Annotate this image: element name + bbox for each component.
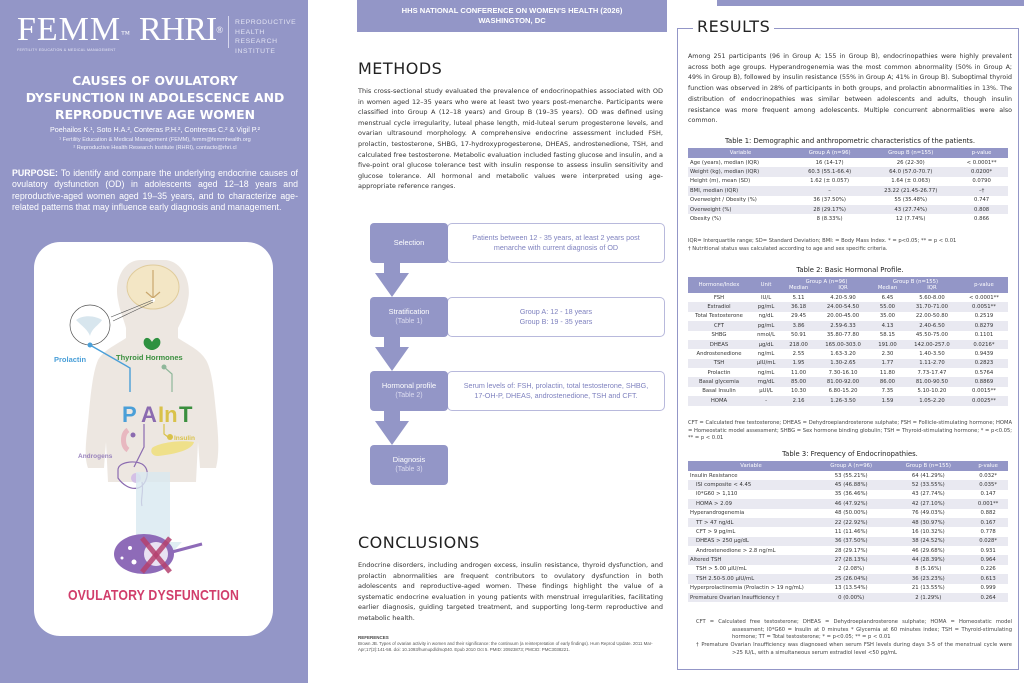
table-cell: 45 (46.88%) xyxy=(814,480,888,489)
table-cell: Hyperprolactinemia (Prolactin > 19 ng/mL) xyxy=(690,585,804,592)
table-row xyxy=(688,396,1008,405)
flow-step-ref: (Table 2) xyxy=(395,392,423,399)
table-row xyxy=(688,546,1008,555)
results-text: Among 251 participants (96 in Group A; 155 in Group B), endocrinopathies were highly prevalent across both age groups. Hyperandrogenemia was the most common abnormality (50% in Group A; 49% in Group B), followed by insulin resistance (55% in Group A; 41% in Group B). Suboptimal thyroid function was observed in 28% of participants in both groups, and prolactin abnormalities in 13%. The distribution of endocrinopathies was similar between adolescents and adults, though insulin resistance was more frequent among adolescents. Multiple concurrent abnormalities were also common. xyxy=(688,53,1012,125)
table-cell: 36 (37.50%) xyxy=(814,537,888,546)
purpose-statement xyxy=(12,168,298,213)
table-cell: 1.11-2.70 xyxy=(904,359,960,368)
table-row xyxy=(688,527,1008,536)
table1-caption: Table 1: Demographic and anthropometric characteristics of the patients. xyxy=(725,137,975,145)
table-cell: 2.16 xyxy=(782,396,815,405)
table-row xyxy=(688,537,1008,546)
table-cell: 36.18 xyxy=(782,302,815,311)
table-cell: 16 (10.32%) xyxy=(911,528,945,535)
table-row xyxy=(688,321,1008,330)
paint-letter-a: A xyxy=(141,402,157,427)
table-row xyxy=(688,312,1008,321)
table-cell: 0.964 xyxy=(968,555,1008,564)
table-cell: DHEAS > 250 µg/dL xyxy=(688,537,814,546)
conference-name: HHS NATIONAL CONFERENCE ON WOMEN'S HEALTH (2026) xyxy=(401,6,623,15)
references-text: Brown JB. Types of ovarian activity in women and their significance: the continuum (a reinterpretation of early findings). Hum Reprod Update. 2011 Mar-Apr;17(2):141-58. doi: 10.1093/humupd/dmq040. Epub 2010 Oct 5. PMID: 20923873; PMCID: PMC3038221. xyxy=(358,641,653,652)
table-cell: 1.64 (± 0.063) xyxy=(891,178,931,185)
table-note: † Nutritional status was calculated according to age and sex specific criteria. xyxy=(688,245,888,252)
table-cell: 2 (1.29%) xyxy=(888,593,968,602)
table-cell: 35.00 xyxy=(879,313,896,320)
table-cell: 2 (2.08%) xyxy=(838,566,865,573)
conclusions-heading: CONCLUSIONS xyxy=(358,533,480,552)
table3-note: CFT = Calculated free testosterone; DHEAS = Dehydroepiandrosterone sulphate; HOMA = Homeostatic model assessment; I0*G60 = Insulin at 0 minutes * Glycemia at 60 minutes index; TSH = Thyroid-stimulating hormone; TT = Total testosterone; * = p<0.05; ** = p < 0.01 xyxy=(696,619,1012,641)
column-header: Variable xyxy=(688,461,814,471)
table-cell: 0.931 xyxy=(980,547,996,554)
table-cell: 0.226 xyxy=(980,566,996,573)
institute-line: INSTITUTE xyxy=(235,47,276,55)
table-cell: 191.00 xyxy=(871,340,904,349)
femm-tagline: FERTILITY EDUCATION & MEDICAL MANAGEMENT xyxy=(17,48,116,52)
trademark-mark: ™ xyxy=(121,29,131,39)
table-cell: 52 (33.55%) xyxy=(888,480,968,489)
institute-name xyxy=(235,18,308,56)
table-cell: 7.35 xyxy=(881,388,894,395)
table-cell: 1.63-3.20 xyxy=(830,350,856,357)
table-row xyxy=(688,490,1008,499)
table-cell: 81.00-90.50 xyxy=(904,377,960,386)
title-line: DYSFUNCTION IN ADOLESCENCE AND xyxy=(25,90,285,105)
column-header: Group A (n=96) xyxy=(814,461,888,471)
table-cell: 55.00 xyxy=(871,302,904,311)
table-cell: CFT xyxy=(688,321,750,330)
table-cell: 25 (26.04%) xyxy=(814,574,888,583)
table-cell: 21 (13.55%) xyxy=(911,585,945,592)
table-cell: TSH xyxy=(688,359,750,368)
table-cell: 11.00 xyxy=(790,369,807,376)
table-row xyxy=(688,293,1008,302)
table-cell: 0.0051** xyxy=(960,302,1008,311)
table2-note: CFT = Calculated free testosterone; DHEAS = Dehydroepiandrosterone sulphate; FSH = Follicle-stimulating hormone; HOMA = Homeostatic model assessment; SHBG = Sex hormone binding globulin; TSH = Thyroid-stimulating hormone; * = p<0.05; ** = p < 0.01 xyxy=(688,420,1012,442)
table-cell: 0.778 xyxy=(980,528,996,535)
table-cell: Insulin Resistance xyxy=(690,472,738,479)
table-row xyxy=(688,186,1008,195)
table-cell: 5.11 xyxy=(792,294,805,301)
table-cell: 1.26-3.50 xyxy=(815,396,871,405)
table-cell: 0.613 xyxy=(968,574,1008,583)
table-cell: HOMA > 2.09 xyxy=(688,499,814,508)
column-header: p-value xyxy=(968,461,1008,471)
table-cell: 165.00-303.0 xyxy=(815,340,871,349)
table-row xyxy=(688,565,1008,574)
left-panel xyxy=(0,0,308,683)
table-cell: pg/mL xyxy=(750,302,782,311)
table-cell: 0.747 xyxy=(974,197,990,204)
table-cell: 27 (28.13%) xyxy=(814,555,888,564)
table-row xyxy=(688,368,1008,377)
table-row xyxy=(688,205,1008,214)
table-cell: 0.999 xyxy=(980,585,996,592)
paint-illustration xyxy=(34,242,273,636)
table-cell: 35.80-77.80 xyxy=(826,332,860,339)
table-cell: 55 (35.48%) xyxy=(894,197,928,204)
femm-logo xyxy=(17,12,131,48)
table2-caption: Table 2: Basic Hormonal Profile. xyxy=(796,266,904,274)
table-cell: 4.13 xyxy=(871,321,904,330)
table-cell: 4.20-5.90 xyxy=(830,294,856,301)
table-row xyxy=(688,359,1008,368)
flow-step-ref: (Table 3) xyxy=(395,466,423,473)
table-cell: SHBG xyxy=(711,332,727,339)
table-cell: 86.00 xyxy=(871,377,904,386)
table-cell: Androstenedione > 2.8 ng/mL xyxy=(696,547,776,554)
table-cell: 0.808 xyxy=(955,205,1008,214)
table-cell: 22.00-50.80 xyxy=(915,313,949,320)
table-cell: µg/dL xyxy=(750,340,782,349)
table-cell: 81.00-92.00 xyxy=(815,377,871,386)
table-cell: pg/mL xyxy=(750,321,782,330)
table-cell: 46 (29.68%) xyxy=(911,547,945,554)
table-cell: 0.8279 xyxy=(960,321,1008,330)
table-cell: 218.00 xyxy=(782,340,815,349)
registered-mark: ® xyxy=(216,25,223,35)
table-cell: 48 (50.00%) xyxy=(834,510,868,517)
column-header: Hormone/Index xyxy=(688,277,750,293)
affiliation: ² Reproductive Health Research Institute (RHRI), contacto@rhri.cl xyxy=(73,145,237,151)
column-subheader: IQR xyxy=(815,285,871,293)
flow-step-label: Diagnosis xyxy=(392,455,426,464)
table-cell: – xyxy=(793,186,866,195)
table-cell: 0.0015** xyxy=(972,388,996,395)
table-cell: 0 (0.00%) xyxy=(814,593,888,602)
table1-notes xyxy=(688,238,1012,253)
table-cell: 0.9439 xyxy=(974,350,994,357)
table-cell: I0*G60 > 1,110 xyxy=(696,491,738,498)
table-row xyxy=(688,331,1008,340)
rhri-logo xyxy=(139,12,222,48)
flow-step-selection xyxy=(370,223,448,263)
table-cell: 28 (29.17%) xyxy=(834,547,868,554)
table3-caption: Table 3: Frequency of Endocrinopathies. xyxy=(782,450,918,458)
table-cell: 0.167 xyxy=(968,518,1008,527)
table-cell: 38 (24.52%) xyxy=(888,537,968,546)
table-cell: 43 (27.74%) xyxy=(911,491,945,498)
table-cell: ISI composite < 4.45 xyxy=(688,480,814,489)
table-cell: 0.5764 xyxy=(974,369,994,376)
table-cell: 2.59-6.33 xyxy=(815,321,871,330)
table-cell: nmol/L xyxy=(757,332,776,339)
table-cell: Androstenedione xyxy=(696,350,742,357)
flow-step-label: Hormonal profile xyxy=(381,381,437,390)
table-cell: 0.028* xyxy=(968,537,1008,546)
conference-location: WASHINGTON, DC xyxy=(478,15,546,25)
table-cell: 6.80-15.20 xyxy=(828,388,858,395)
column-header: Group A (n=96) xyxy=(793,148,866,158)
table-cell: 36 (23.23%) xyxy=(888,574,968,583)
table-cell: 0.1101 xyxy=(974,332,994,339)
table-cell: 48 (30.97%) xyxy=(888,518,968,527)
table-cell: Basal Insulin xyxy=(702,388,736,395)
table-cell: Prolactin xyxy=(707,369,731,376)
table-cell: - xyxy=(750,396,782,405)
table-cell: 0.8869 xyxy=(960,377,1008,386)
ovulatory-dysfunction-label: OVULATORY DYSFUNCTION xyxy=(67,587,240,604)
flow-step-diagnosis xyxy=(370,445,448,485)
table-cell: 24.00-54.50 xyxy=(815,302,871,311)
column-subheader: IQR xyxy=(904,285,960,293)
flow-step-label: Stratification xyxy=(388,307,430,316)
table-cell: Estradiol xyxy=(688,302,750,311)
table-cell: 43 (27.74%) xyxy=(866,205,955,214)
table-row xyxy=(688,340,1008,349)
table-cell: 0.0025** xyxy=(960,396,1008,405)
table-cell: Obesity (%) xyxy=(690,215,722,222)
table-cell: 1.95 xyxy=(782,359,815,368)
table-cell: Premature Ovarian Insufficiency † xyxy=(688,593,814,602)
table-cell: ng/dL xyxy=(758,313,774,320)
table-cell: 28 (29.17%) xyxy=(793,205,866,214)
purpose-text: To identify and compare the underlying endocrine causes of ovulatory dysfunction (OD) in adolescents aged 12–18 years and reproductive-aged women aged 19–35 years, and to characterize age-related patterns that may influence early diagnosis and management. xyxy=(12,168,298,212)
femm-logo-text: FEMM xyxy=(17,11,122,48)
table-row xyxy=(688,480,1008,489)
label-insulin: Insulin xyxy=(174,435,195,442)
table-cell: µIU/mL xyxy=(750,359,782,368)
results-heading: RESULTS xyxy=(693,17,774,36)
banner-strip xyxy=(717,0,1024,6)
flow-step-label: Selection xyxy=(393,238,425,247)
paint-letter-t: T xyxy=(179,402,193,427)
table-cell: 10.30 xyxy=(790,388,807,395)
poster-title xyxy=(10,72,300,123)
table-cell: 16 (14-17) xyxy=(815,159,844,166)
table-cell: 1.40-3.50 xyxy=(919,350,945,357)
table-cell: 0.866 xyxy=(974,215,990,222)
table-row xyxy=(688,574,1008,583)
flow-desc-selection: Patients between 12 - 35 years, at least 2 years post menarche with current diagnosis of OD xyxy=(447,223,665,263)
affiliations xyxy=(10,136,300,152)
rhri-logo-text: RHRI xyxy=(138,11,217,48)
flow-step-stratification xyxy=(370,297,448,337)
body-diagram-icon xyxy=(34,242,273,636)
title-line: REPRODUCTIVE AGE WOMEN xyxy=(55,107,255,122)
table-row xyxy=(688,177,1008,186)
table-cell: 64 (41.29%) xyxy=(911,472,945,479)
table-cell: 36 (37.50%) xyxy=(813,197,846,204)
table-cell: IU/L xyxy=(760,294,772,301)
table-cell: Overweight (%) xyxy=(688,205,793,214)
table-cell: 5.10-10.20 xyxy=(917,388,947,395)
table-cell: 45.50-75.00 xyxy=(915,332,949,339)
table-cell: 53 (55.21%) xyxy=(834,472,868,479)
table-cell: Hyperandrogenemia xyxy=(690,510,745,517)
label-thyroid: Thyroid Hormones xyxy=(116,353,183,362)
table-cell: 7.73-17.47 xyxy=(917,369,947,376)
flow-desc-stratification: Group A: 12 - 18 years Group B: 19 - 35 years xyxy=(447,297,665,337)
table-cell: 20.00-45.00 xyxy=(826,313,860,320)
table-cell: Height (m), mean (SD) xyxy=(690,178,751,185)
table-row xyxy=(688,302,1008,311)
table-cell: 29.45 xyxy=(790,313,807,320)
label-prolactin: Prolactin xyxy=(54,355,87,364)
table-note: IQR= Interquartile range; SD= Standard Deviation; BMI: = Body Mass Index. * = p<0.05; ** = p < 0.01 xyxy=(688,238,957,244)
label-androgens: Androgens xyxy=(78,453,113,460)
table-cell: 0.001** xyxy=(968,499,1008,508)
table-cell: DHEAS xyxy=(688,340,750,349)
table-cell: 1.05-2.20 xyxy=(904,396,960,405)
table-cell: 50.91 xyxy=(790,332,807,339)
table-cell: µUI/L xyxy=(759,388,773,395)
table3-footnote: † Premature Ovarian Insufficiency was diagnosed when serum FSH levels during days 3-5 of the menstrual cycle were >25 IU/L, with a simultaneous serum estradiol level <50 pg/mL xyxy=(696,642,1012,656)
table-cell: Age (years), median (IQR) xyxy=(690,159,760,166)
table-cell: mg/dL xyxy=(750,377,782,386)
column-subheader: Median xyxy=(782,285,815,293)
table-cell: 3.86 xyxy=(782,321,815,330)
institute-line: REPRODUCTIVE xyxy=(235,19,297,26)
table-cell: ng/mL xyxy=(757,369,775,376)
table-cell: 0.2823 xyxy=(960,359,1008,368)
table-cell: 85.00 xyxy=(782,377,815,386)
table-endocrinopathies xyxy=(688,461,1008,602)
table-cell: 76 (49.03%) xyxy=(911,510,945,517)
table-cell: ng/mL xyxy=(757,350,775,357)
table-cell: BMI, median (IQR) xyxy=(688,186,793,195)
table-cell: 7.30-16.10 xyxy=(828,369,858,376)
table-row xyxy=(688,471,1008,480)
methods-text: This cross-sectional study evaluated the prevalence of endocrinopathies associated with OD in women aged 12–35 years who were at least two years post-menarche. Participants were classified into Group A (12–18 years) and Group B (19–35 years). OD was defined using menstrual cycle irregularity, luteal phase length, mid-luteal serum progesterone levels, and ovarian ultrasound morphology. A comprehensive endocrine assessment included FSH, prolactin, testosterone, SHBG, 17-hydroxyprogesterone, DHEAS, androstenedione, TSH, and calculated free testosterone. Metabolic evaluation included fasting glucose and insulin, and a five-point oral glucose tolerance test with insulin response to assess insulin sensitivity and glucose tolerance. All hormonal and metabolic values were interpreted using age-appropriate reference ranges. xyxy=(358,87,663,191)
table-cell: Total Testosterone xyxy=(695,313,743,320)
table-cell: TSH 2.50-5.00 µIU/mL xyxy=(688,574,814,583)
table-cell: 0.882 xyxy=(980,510,996,517)
table-row xyxy=(688,349,1008,358)
table-cell: 26 (22-30) xyxy=(896,159,925,166)
table-row xyxy=(688,555,1008,564)
table-cell: 35 (36.46%) xyxy=(834,491,868,498)
table-cell: 0.264 xyxy=(968,593,1008,602)
table-cell: 64.0 (57.0-70.7) xyxy=(866,167,955,176)
table-cell: Altered TSH xyxy=(688,555,814,564)
table-cell: FSH xyxy=(713,294,725,301)
table-cell: 42 (27.10%) xyxy=(888,499,968,508)
table-cell: 2.55 xyxy=(792,350,805,357)
table-cell: 23.22 (21.45-26.77) xyxy=(866,186,955,195)
paint-letter-in: In xyxy=(158,402,178,427)
table-cell: 5.60-8.00 xyxy=(919,294,945,301)
column-header: Group B (n=155) xyxy=(871,277,960,285)
table-cell: Overweight / Obesity (%) xyxy=(690,197,757,204)
table-cell: 46 (47.92%) xyxy=(814,499,888,508)
flow-step-hormonal-profile xyxy=(370,371,448,411)
table-row xyxy=(688,377,1008,386)
table-row xyxy=(688,499,1008,508)
table-row xyxy=(688,214,1008,223)
table-cell: 0.035* xyxy=(968,480,1008,489)
table-cell: 44 (28.39%) xyxy=(888,555,968,564)
purpose-label: PURPOSE: xyxy=(12,168,58,178)
table-cell: 1.77 xyxy=(871,359,904,368)
table-cell: TT > 47 ng/dL xyxy=(688,518,814,527)
table-row xyxy=(688,509,1008,518)
column-subheader: Median xyxy=(871,285,904,293)
affiliation: ¹ Fertility Education & Medical Management (FEMM), femm@femmhealth.org xyxy=(59,137,251,143)
table-cell: < 0.0001** xyxy=(968,294,999,301)
table-cell: 8 (5.16%) xyxy=(915,566,942,573)
methods-heading: METHODS xyxy=(358,59,443,78)
table-cell: 1.62 (± 0.057) xyxy=(810,178,850,185)
table-cell: 11 (11.46%) xyxy=(834,528,868,535)
column-header: Variable xyxy=(688,148,793,158)
table-row xyxy=(688,584,1008,593)
table-cell: 1.59 xyxy=(871,396,904,405)
title-line: CAUSES OF OVULATORY xyxy=(72,73,238,88)
institute-line: HEALTH RESEARCH xyxy=(235,28,278,45)
table-row xyxy=(688,593,1008,602)
conference-banner xyxy=(357,0,667,32)
table-cell: 1.30-2.65 xyxy=(815,359,871,368)
column-header: Group A (n=96) xyxy=(782,277,871,285)
column-header: p-value xyxy=(955,148,1008,158)
table-demographics xyxy=(688,148,1008,224)
references-heading: REFERENCES xyxy=(358,635,389,640)
table-cell: 31.70-71.00 xyxy=(904,302,960,311)
paint-letter-p: P xyxy=(122,402,137,427)
table-row xyxy=(688,518,1008,527)
column-header: Group B (n=155) xyxy=(866,148,955,158)
table-row xyxy=(688,387,1008,396)
table-cell: 0.032* xyxy=(979,472,998,479)
table-cell: –† xyxy=(955,186,1008,195)
table-cell: 6.45 xyxy=(881,294,894,301)
table-cell: CFT > 9 pg/mL xyxy=(696,528,736,535)
table-cell: 0.0790 xyxy=(972,178,991,185)
conclusions-text: Endocrine disorders, including androgen excess, insulin resistance, thyroid dysfunction, and prolactin abnormalities are frequent contributors to ovulatory dysfunction in both adolescents and reproductive-aged women. These findings highlight the value of a systematic endocrine evaluation in young patients with menstrual irregularities, facilitating earlier diagnosis, guiding targeted treatment, and supporting long-term reproductive and metabolic health. xyxy=(358,561,663,622)
table-cell: 22 (22.92%) xyxy=(814,518,888,527)
column-header: Unit xyxy=(750,277,782,293)
table-cell: 8 (8.33%) xyxy=(816,215,843,222)
table-cell: 0.147 xyxy=(980,491,996,498)
table-cell: 0.2519 xyxy=(974,313,994,320)
table-cell: Basal glycemia xyxy=(688,377,750,386)
column-header: p-value xyxy=(960,277,1008,293)
authors: Poehailos K.¹, Soto H.A.², Conteras P.H.², Contreras C.² & Vigil P.² xyxy=(49,125,261,134)
table-cell: 13 (13.54%) xyxy=(834,585,868,592)
flow-desc-hormonal-profile: Serum levels of: FSH, prolactin, total testosterone, SHBG, 17-OH-P, DHEAS, androstenedione, TSH and CFT. xyxy=(447,371,665,411)
table-cell: 2.30 xyxy=(881,350,894,357)
table-cell: TSH > 5.00 µIU/mL xyxy=(696,566,747,573)
table-hormonal-profile xyxy=(688,277,1008,406)
table-cell: 11.80 xyxy=(879,369,896,376)
table-cell: 0.0216* xyxy=(960,340,1008,349)
table-cell: 60.3 (55.1-66.4) xyxy=(793,167,866,176)
logo-divider xyxy=(228,16,229,48)
table-cell: 2.40-6.50 xyxy=(904,321,960,330)
flow-step-ref: (Table 1) xyxy=(395,318,423,325)
table-cell: 142.00-257.0 xyxy=(904,340,960,349)
table-cell: 0.0200* xyxy=(955,167,1008,176)
table-row xyxy=(688,196,1008,205)
table-cell: 12 (7.74%) xyxy=(896,215,926,222)
table-row xyxy=(688,158,1008,167)
table-cell: 58.15 xyxy=(879,332,896,339)
table-cell: HOMA xyxy=(688,396,750,405)
table-row xyxy=(688,167,1008,176)
table-cell: Weight (kg), median (IQR) xyxy=(688,167,793,176)
column-header: Group B (n=155) xyxy=(888,461,968,471)
table-cell: < 0.0001** xyxy=(966,159,997,166)
